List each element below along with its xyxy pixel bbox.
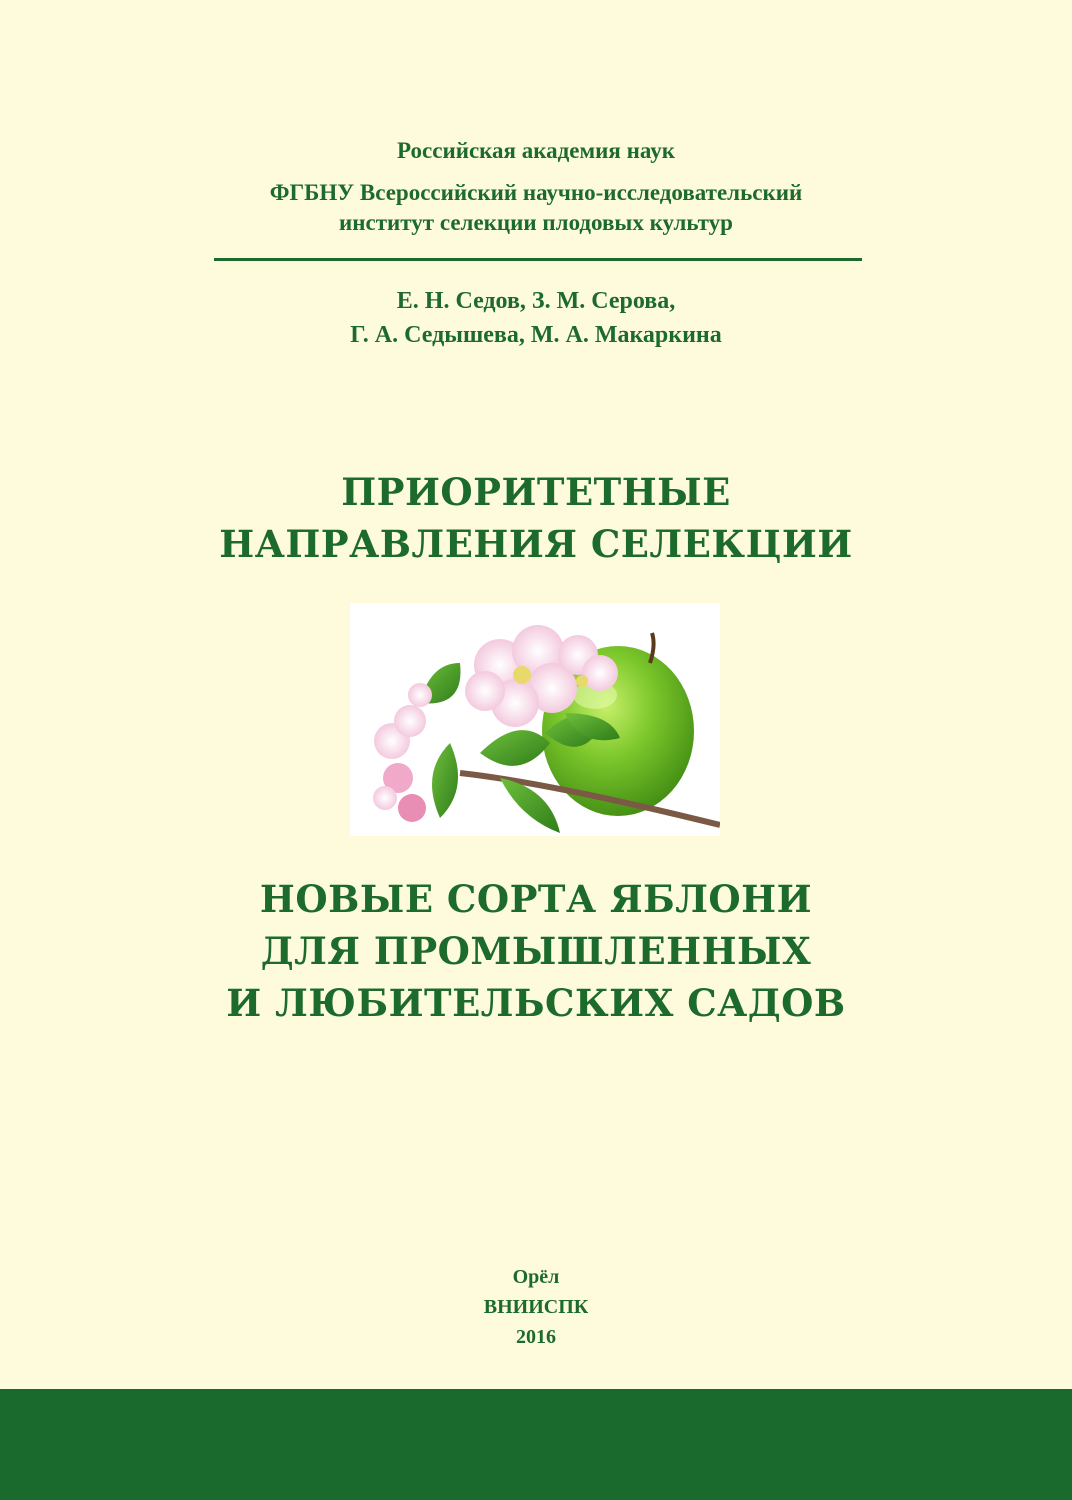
institute-name (0, 178, 1072, 238)
institute-line-1: ФГБНУ Всероссийский научно-исследовательский (269, 180, 803, 205)
apple-blossom-buds (373, 683, 432, 822)
header-divider (214, 258, 862, 261)
book-subtitle (0, 873, 1072, 1029)
header-block (0, 136, 1072, 238)
organization-name: Российская академия наук (397, 138, 675, 163)
imprint-publisher: ВНИИСПК (483, 1296, 589, 1318)
authors-line-1: Е. Н. Седов, З. М. Серова, (396, 288, 676, 314)
subtitle-line-2: ДЛЯ ПРОМЫШЛЕННЫХ (260, 929, 812, 973)
title-line-1: ПРИОРИТЕТНЫЕ (341, 470, 731, 514)
institute-line-2: институт селекции плодовых культур (339, 210, 733, 235)
authors-block (0, 284, 1072, 352)
imprint-block (0, 1262, 1072, 1352)
subtitle-line-1: НОВЫЕ СОРТА ЯБЛОНИ (259, 877, 813, 921)
imprint-year: 2016 (516, 1326, 556, 1348)
apple-blossom-image (350, 603, 720, 836)
subtitle-line-3: И ЛЮБИТЕЛЬСКИХ САДОВ (226, 981, 846, 1025)
authors-line-2: Г. А. Седышева, М. А. Макаркина (350, 322, 722, 348)
book-title (0, 466, 1072, 570)
apple-blossom-illustration (350, 603, 720, 836)
title-line-2: НАПРАВЛЕНИЯ СЕЛЕКЦИИ (219, 522, 853, 566)
imprint-city: Орёл (512, 1266, 560, 1288)
bottom-color-band (0, 1389, 1072, 1500)
